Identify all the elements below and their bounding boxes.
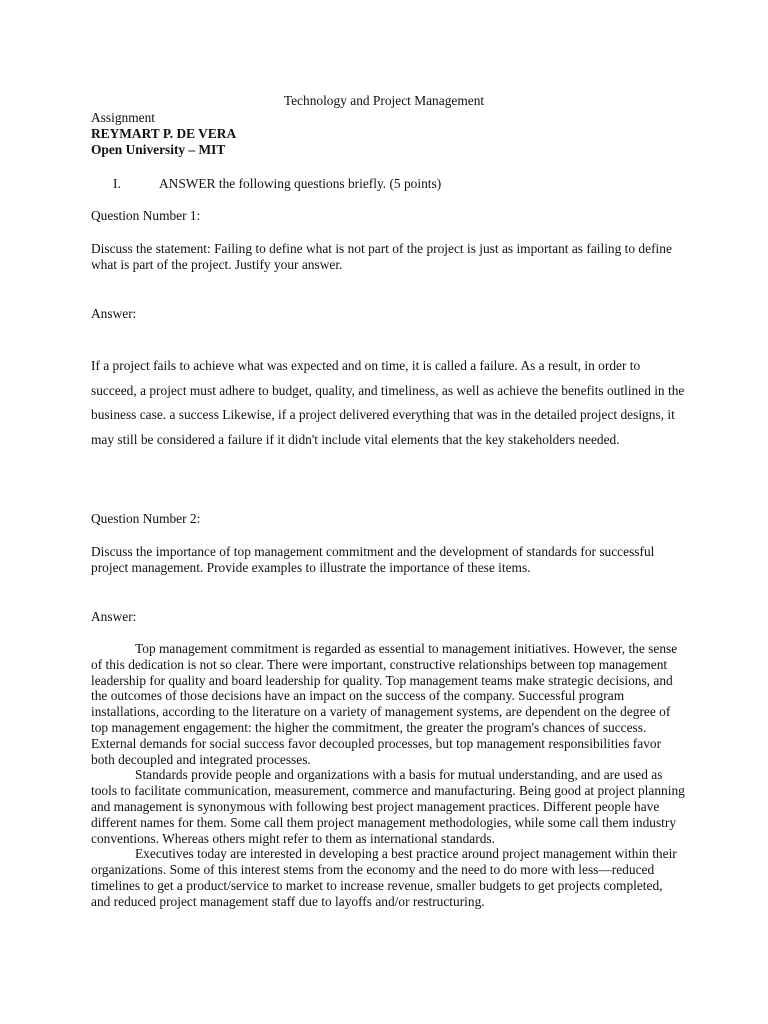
section-number: I. — [113, 176, 121, 191]
q1-heading: Question Number 1: — [91, 208, 201, 223]
author-name: REYMART P. DE VERA — [91, 126, 237, 141]
section-instruction — [113, 175, 441, 193]
q1-answer-text: If a project fails to achieve what was expected and on time, it is called a failure. As a result, in order to succeed, a project must adhere to budget, quality, and timeliness, as well as achieve the benefits outlined in the business case. a success Likewise, if a project delivered everything that was in the detailed project designs, it may still be considered a failure if it didn't include vital elements that the key stakeholders needed. — [91, 358, 685, 447]
q2-prompt: Discuss the importance of top management commitment and the development of standards for successful project management. Provide examples to illustrate the importance of these items. — [91, 544, 655, 575]
document-title: Technology and Project Management — [283, 93, 485, 108]
q2-heading: Question Number 2: — [91, 511, 201, 526]
q2-answer-label: Answer: — [91, 609, 137, 624]
q2-answer-paragraph: Executives today are interested in developing a best practice around project management within their organizations. Some of this interest stems from the economy and the need to do more with less—reduced timelines to get a product/service to market to increase revenue, smaller budgets to get projects completed, and reduced project management staff due to layoffs and/or restructuring. — [91, 846, 677, 909]
q2-answer-paragraph: Top management commitment is regarded as essential to management initiatives. However, the sense of this dedication is not so clear. There were important, constructive relationships between top management leadership for quality and board leadership for quality. Top management teams make strategic decisions, and the outcomes of those decisions have an impact on the success of the company. Successful program installations, according to the literature on a variety of management systems, are dependent on the degree of top management engagement: the higher the commitment, the greater the program's chances of success. External demands for social success favor decoupled processes, but top management responsibilities favor both decoupled and integrated processes. — [91, 641, 678, 767]
assignment-label: Assignment — [91, 110, 155, 125]
header-block — [91, 110, 681, 158]
q2-answer-paragraph: Standards provide people and organizations with a basis for mutual understanding, and are used as tools to facilitate communication, measurement, commerce and manufacturing. Being good at project planning and management is synonymous with following best project management practices. Different people have different names for them. Some call them project management methodologies, while some call them industry conventions. Whereas others might refer to them as international standards. — [91, 767, 685, 846]
q2-answer-body — [91, 641, 685, 910]
institution-name: Open University – MIT — [91, 142, 226, 157]
q1-answer-label: Answer: — [91, 306, 137, 321]
section-instruction-text: ANSWER the following questions briefly. (5 points) — [159, 176, 442, 191]
q1-prompt: Discuss the statement: Failing to define what is not part of the project is just as important as failing to define what is part of the project. Justify your answer. — [91, 241, 672, 272]
